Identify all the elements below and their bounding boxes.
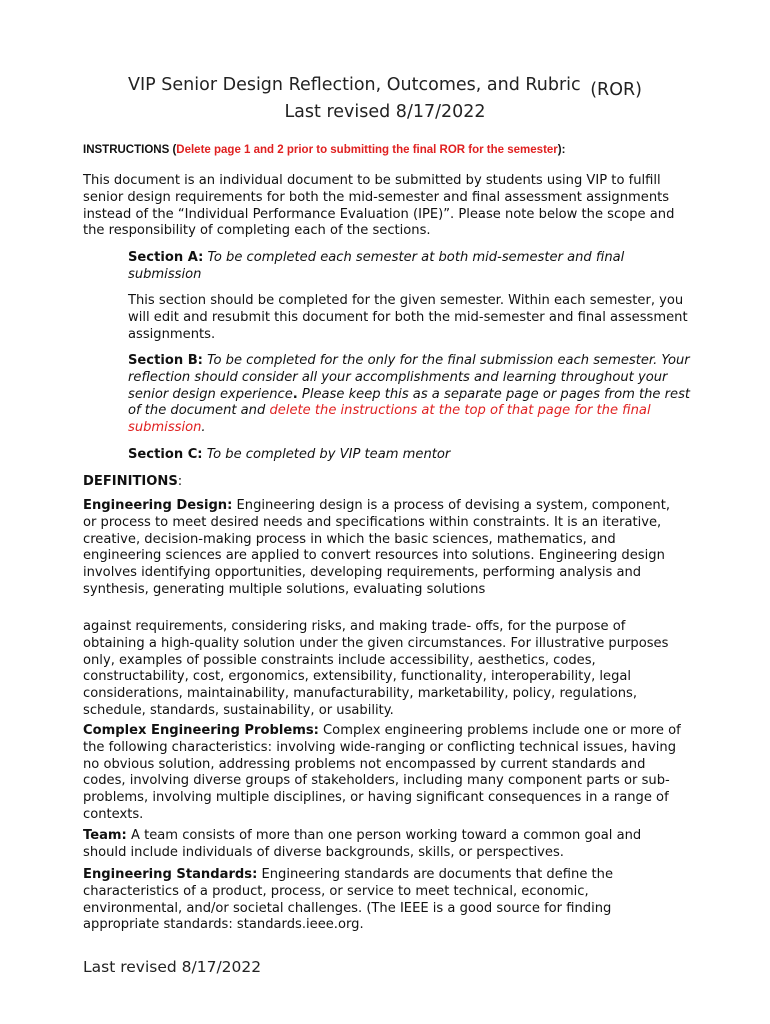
definitions-heading: DEFINITIONS: (83, 474, 183, 489)
section-a-heading: Section A: To be completed each semester at both mid-semester and final submission (128, 250, 625, 282)
intro-paragraph: This document is an individual document to be submitted by students using VIP to fulfill senior design requirements for both the mid-semester and final assessment assignments instead of the “Individual Performance Evaluation (IPE)”. Please note below the scope and the responsibility of completing each of the sections. (83, 173, 675, 239)
definition-team: Team: A team consists of more than one person working toward a common goal and should include individuals of diverse backgrounds, skills, or perspectives. (83, 828, 642, 860)
document-title (0, 75, 770, 100)
definition-engineering-design: Engineering Design: Engineering design is a process of devising a system, component, or process to meet desired needs and specifications within constraints. It is an iterative, creative, decision-making process in which the basic sciences, mathematics, and engineering sciences are applied to convert resources into solutions. Engineering design involves identifying opportunities, developing requirements, performing analysis and synthesis, generating multiple solutions, evaluating solutions (83, 498, 670, 597)
revision-date: Last revised 8/17/2022 (284, 102, 486, 122)
definition-engineering-design-continued: against requirements, considering risks, and making trade- offs, for the purpose of obtaining a high-quality solution under the given circumstances. For illustrative purposes only, examples of possible constraints include accessibility, aesthetics, codes, constructability, cost, ergonomics, extensibility, functionality, interoperability, legal considerations, maintainability, manufacturability, marketability, policy, regulations, schedule, standards, sustainability, or usability. (83, 619, 669, 718)
instructions-line: INSTRUCTIONS (Delete page 1 and 2 prior to submitting the final ROR for the semester): (83, 144, 566, 156)
instructions-warning: Delete page 1 and 2 prior to submitting the final ROR for the semester (176, 144, 558, 156)
title-abbreviation: (ROR) (590, 80, 642, 100)
section-b-paragraph: Section B: To be completed for the only for the final submission each semester. Your reflection should consider all your accomplishments and learning throughout your senior design experience. Please keep this as a separate page or pages from the rest of the document and delete the instructions at the top of that page for the final submission. (128, 353, 691, 436)
title-text: VIP Senior Design Reflection, Outcomes, and Rubric (128, 75, 581, 95)
definition-complex-problems: Complex Engineering Problems: Complex engineering problems include one or more of the following characteristics: involving wide-ranging or conflicting technical issues, having no obvious solution, addressing problems not encompassed by current standards and codes, involving diverse groups of stakeholders, including many component parts or sub-problems, involving multiple disciplines, or having significant consequences in a range of contexts. (83, 723, 681, 822)
footer-revision-date: Last revised 8/17/2022 (83, 958, 262, 976)
section-a-body: This section should be completed for the given semester. Within each semester, you will edit and resubmit this document for both the mid-semester and final assessment assignments. (128, 293, 688, 342)
section-c-heading: Section C: To be completed by VIP team mentor (128, 447, 451, 462)
section-b-warning: delete the instructions at the top of that page for the final submission (128, 403, 651, 436)
definition-engineering-standards: Engineering Standards: Engineering standards are documents that define the characteristics of a product, process, or service to meet technical, economic, environmental, and/or societal challenges. (The IEEE is a good source for finding appropriate standards: standards.ieee.org. (83, 867, 614, 933)
